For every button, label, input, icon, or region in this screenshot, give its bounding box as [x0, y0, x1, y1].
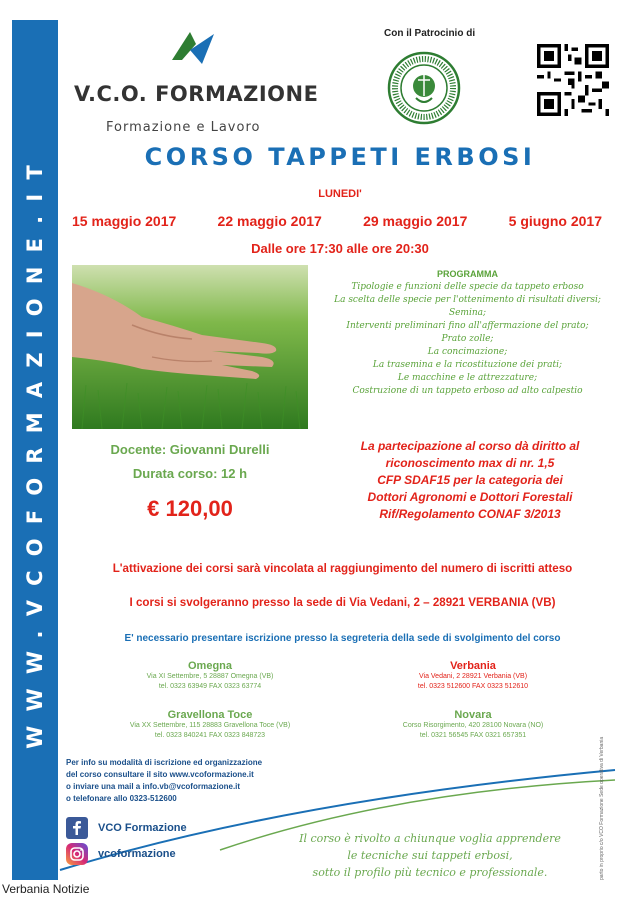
info-line: Per info su modalità di iscrizione ed organizzazione — [66, 758, 263, 767]
program-item: Prato zolle; — [441, 334, 494, 344]
office-verbania — [348, 660, 598, 692]
office-address: Via XX Settembre, 115 28883 Gravellona Toce (VB) — [129, 722, 291, 729]
credits-line: CFP SDAF15 per la categoria dei — [377, 473, 563, 487]
info-line[interactable]: o inviare una mail a info.vb@vcoformazione.it — [66, 782, 241, 791]
instagram-link[interactable] — [66, 843, 176, 865]
venue-notice: I corsi si svolgeranno presso la sede di Via Vedani, 2 – 28921 VERBANIA (VB) — [129, 596, 556, 609]
side-note — [599, 736, 610, 880]
qr-code-icon[interactable] — [537, 44, 609, 116]
hand-on-grass-photo — [72, 265, 308, 429]
office-name: Omegna — [187, 660, 232, 672]
patronage-label: Con il Patrocinio di — [384, 28, 476, 39]
program-list — [330, 268, 605, 398]
info-line: o telefonare allo 0323-512600 — [66, 794, 177, 803]
office-name: Gravellona Toce — [167, 709, 253, 721]
office-name: Novara — [454, 709, 492, 721]
office-phone: tel. 0323 512600 FAX 0323 512610 — [417, 683, 529, 690]
info-block — [66, 757, 306, 805]
course-date: 5 giugno 2017 — [508, 213, 602, 229]
credits-line: La partecipazione al corso dà diritto al — [360, 439, 580, 453]
vertical-website-banner — [12, 20, 58, 880]
course-duration: Durata corso: 12 h — [132, 466, 248, 481]
course-dates — [72, 213, 602, 229]
logo-subtitle: Formazione e Lavoro — [106, 120, 261, 135]
facebook-icon[interactable] — [66, 817, 88, 839]
slogan — [275, 830, 585, 881]
slogan-line: le tecniche sui tappeti erbosi, — [347, 849, 513, 862]
course-price: € 120,00 — [147, 496, 233, 521]
teacher-name: Docente: Giovanni Durelli — [110, 442, 270, 457]
agronomists-seal-icon — [386, 48, 462, 128]
program-item: La concimazione; — [427, 347, 508, 357]
course-hours: Dalle ore 17:30 alle ore 20:30 — [251, 241, 429, 256]
program-heading: PROGRAMMA — [437, 269, 498, 279]
website-text: WWW.VCOFORMAZIONE.IT — [23, 151, 47, 749]
office-phone: tel. 0323 63949 FAX 0323 63774 — [158, 683, 262, 690]
office-address: Via Vedani, 2 28921 Verbania (VB) — [418, 673, 528, 680]
course-title: CORSO TAPPETI ERBOSI — [144, 143, 536, 171]
info-line[interactable]: del corso consultare il sito www.vcoformazione.it — [66, 770, 254, 779]
program-item: Le macchine e le attrezzature; — [397, 373, 538, 383]
credits-line: Dottori Agronomi e Dottori Forestali — [367, 490, 573, 504]
office-phone: tel. 0323 840241 FAX 0323 848723 — [154, 732, 266, 739]
side-note-text: parto in proprio c/o VCO Formazione Sede operativa di Verbania — [599, 736, 605, 880]
vco-logo-icon — [168, 30, 218, 66]
office-omegna — [85, 660, 335, 692]
program-item: La trasemina e la ricostituzione dei prati; — [372, 360, 563, 370]
logo-name: V.C.O. FORMAZIONE — [74, 82, 319, 106]
office-address: Corso Risorgimento, 420 28100 Novara (NO) — [402, 722, 544, 729]
course-date: 22 maggio 2017 — [217, 213, 322, 229]
footer-credit: Verbania Notizie — [2, 882, 90, 896]
facebook-label[interactable]: VCO Formazione — [98, 822, 187, 834]
credits-line: Rif/Regolamento CONAF 3/2013 — [379, 507, 561, 521]
slogan-line: Il corso è rivolto a chiunque voglia apprendere — [299, 832, 561, 845]
office-gravellona-toce — [85, 709, 335, 741]
enrolment-notice: E' necessario presentare iscrizione presso la segreteria della sede di svolgimento del corso — [124, 633, 561, 644]
instagram-icon[interactable] — [66, 843, 88, 865]
program-item: Tipologie e funzioni delle specie da tappeto erboso — [351, 282, 584, 292]
credits-line: riconoscimento max di nr. 1,5 — [385, 456, 555, 470]
program-item: Interventi preliminari fino all'affermazione del prato; — [346, 321, 589, 331]
office-novara — [348, 709, 598, 741]
credits-note — [335, 438, 605, 523]
course-date: 29 maggio 2017 — [363, 213, 468, 229]
instagram-label[interactable]: vcoformazione — [98, 848, 176, 860]
slogan-line: sotto il profilo più tecnico e professionale. — [312, 866, 548, 879]
activation-notice: L'attivazione dei corsi sarà vincolata al raggiungimento del numero di iscritti atteso — [112, 562, 573, 575]
course-date: 15 maggio 2017 — [72, 213, 177, 229]
program-item: Semina; — [448, 308, 487, 318]
office-phone: tel. 0321 56545 FAX 0321 657351 — [419, 732, 527, 739]
program-item: Costruzione di un tappeto erboso ad alto calpestio — [352, 386, 583, 396]
program-item: La scelta delle specie per l'ottenimento di risultati diversi; — [334, 295, 601, 305]
facebook-link[interactable] — [66, 817, 187, 839]
office-address: Via XI Settembre, 5 28887 Omegna (VB) — [146, 673, 274, 680]
course-day: LUNEDI' — [318, 188, 362, 200]
office-name: Verbania — [450, 660, 496, 672]
